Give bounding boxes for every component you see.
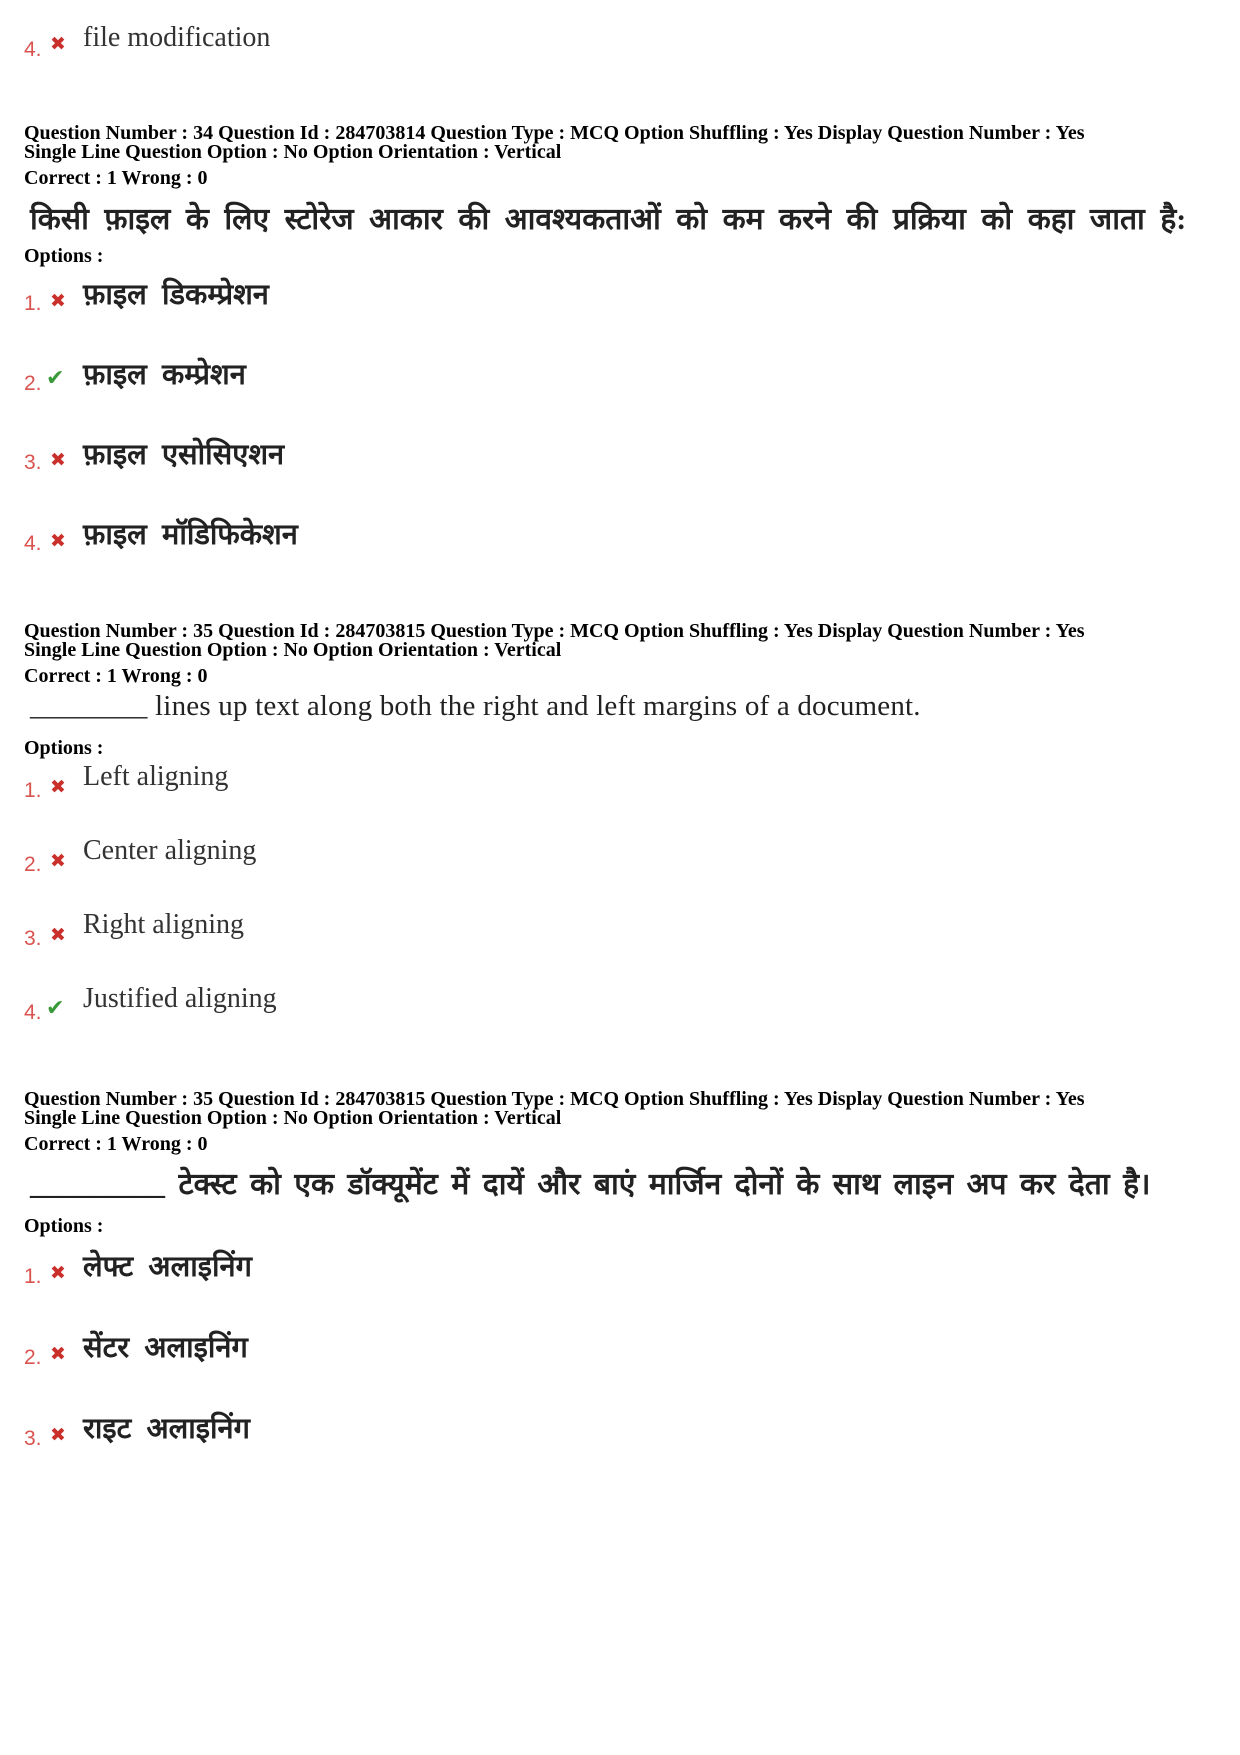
option-number: 1.	[24, 1265, 42, 1288]
check-icon: ✔	[46, 366, 65, 391]
option-text: फ़ाइल एसोसिएशन	[83, 439, 285, 471]
cross-icon: ✖	[50, 924, 66, 946]
question-meta: Question Number : 35 Question Id : 284703815 Question Type : MCQ Option Shuffling : Yes Display Question Number : Yes	[24, 620, 1085, 642]
question-meta-2: Single Line Question Option : No Option Orientation : Vertical	[24, 639, 562, 661]
option-number: 4.	[24, 38, 42, 61]
cross-icon: ✖	[50, 1262, 66, 1284]
option-text: Justified aligning	[83, 983, 277, 1014]
option-text: फ़ाइल कम्प्रेशन	[83, 359, 246, 391]
question-meta: Question Number : 34 Question Id : 284703814 Question Type : MCQ Option Shuffling : Yes Display Question Number : Yes	[24, 122, 1085, 144]
option-text: फ़ाइल डिकम्प्रेशन	[83, 279, 269, 311]
option-number: 2.	[24, 1346, 42, 1369]
option-number: 4.	[24, 532, 42, 555]
question-meta: Question Number : 35 Question Id : 284703815 Question Type : MCQ Option Shuffling : Yes Display Question Number : Yes	[24, 1088, 1085, 1110]
cross-icon: ✖	[50, 290, 66, 312]
question-meta-2: Single Line Question Option : No Option Orientation : Vertical	[24, 141, 562, 163]
cross-icon: ✖	[50, 1424, 66, 1446]
option-text: राइट अलाइनिंग	[83, 1413, 250, 1445]
question-score: Correct : 1 Wrong : 0	[24, 665, 208, 687]
option-text: सेंटर अलाइनिंग	[83, 1332, 248, 1364]
cross-icon: ✖	[50, 850, 66, 872]
question-score: Correct : 1 Wrong : 0	[24, 167, 208, 189]
cross-icon: ✖	[50, 776, 66, 798]
option-number: 3.	[24, 1427, 42, 1450]
option-text: Center aligning	[83, 835, 257, 866]
question-score: Correct : 1 Wrong : 0	[24, 1133, 208, 1155]
option-text: file modification	[83, 22, 271, 53]
question-meta-2: Single Line Question Option : No Option Orientation : Vertical	[24, 1107, 562, 1129]
option-number: 3.	[24, 927, 42, 950]
options-label: Options :	[24, 245, 104, 267]
cross-icon: ✖	[50, 1343, 66, 1365]
option-number: 1.	[24, 779, 42, 802]
question-text: किसी फ़ाइल के लिए स्टोरेज आकार की आवश्यकताओं को कम करने की प्रक्रिया को कहा जाता है:	[30, 203, 1187, 236]
cross-icon: ✖	[50, 449, 66, 471]
options-label: Options :	[24, 1215, 104, 1237]
option-number: 2.	[24, 372, 42, 395]
cross-icon: ✖	[50, 530, 66, 552]
check-icon: ✔	[46, 996, 65, 1021]
option-number: 1.	[24, 292, 42, 315]
option-number: 2.	[24, 853, 42, 876]
option-text: Right aligning	[83, 909, 244, 940]
option-number: 3.	[24, 451, 42, 474]
question-text: ________ lines up text along both the right and left margins of a document.	[30, 690, 921, 722]
option-text: Left aligning	[83, 761, 229, 792]
options-label: Options :	[24, 737, 104, 759]
cross-icon: ✖	[50, 33, 66, 55]
option-text: लेफ्ट अलाइनिंग	[83, 1251, 252, 1283]
option-number: 4.	[24, 1001, 42, 1024]
option-text: फ़ाइल मॉडिफिकेशन	[83, 519, 298, 551]
question-text: _________ टेक्स्ट को एक डॉक्यूमेंट में दायें और बाएं मार्जिन दोनों के साथ लाइन अप कर देता है।	[30, 1168, 1151, 1201]
